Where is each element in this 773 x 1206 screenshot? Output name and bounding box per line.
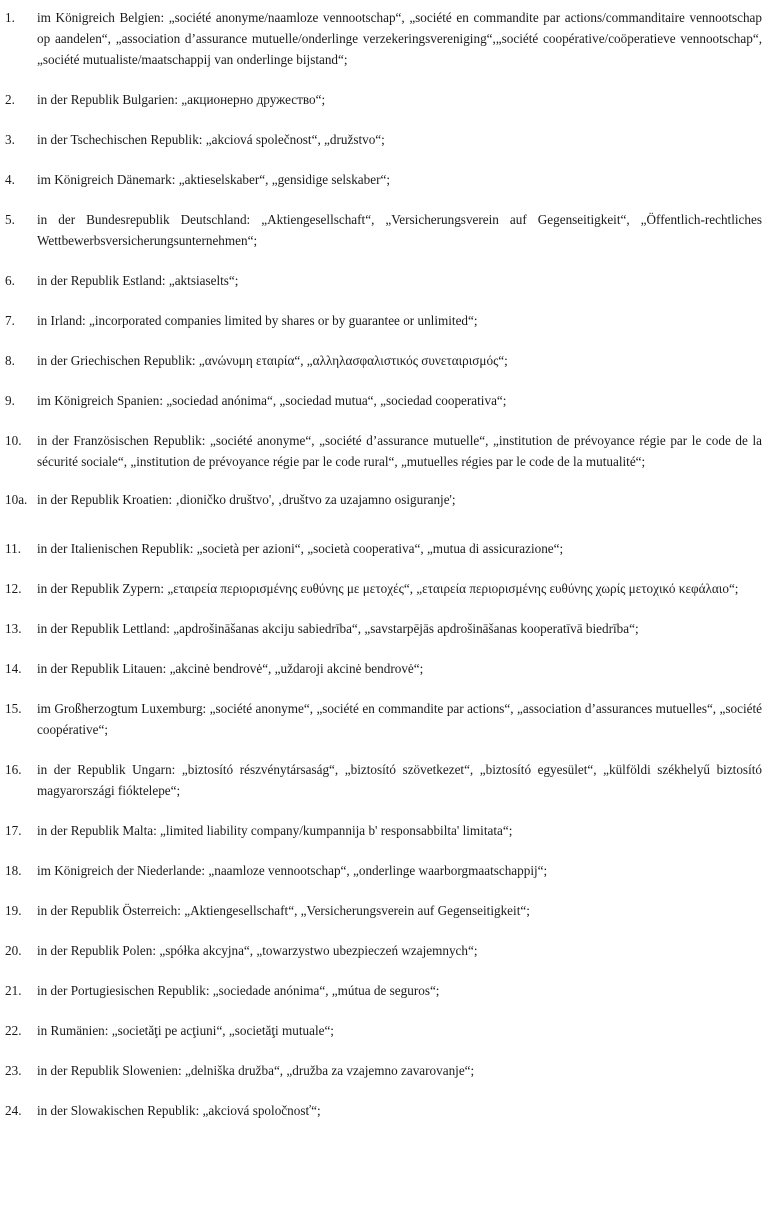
- list-item: [5, 538, 762, 559]
- list-item: [5, 489, 762, 510]
- item-number: 11.: [5, 541, 21, 556]
- item-text: in der Republik Malta: „limited liability company/kumpannija b' responsabbilta' limitata“;: [37, 823, 513, 838]
- item-text: im Großherzogtum Luxemburg: „société anonyme“, „société en commandite par actions“, „association d’assurances mutuelles“, „société coopérative“;: [37, 701, 762, 737]
- list-item: [5, 618, 762, 639]
- item-number: 19.: [5, 903, 22, 918]
- item-text: in der Republik Kroatien: ‚dioničko društvo', ‚društvo za uzajamno osiguranje';: [37, 492, 456, 507]
- list-item: [5, 940, 762, 961]
- item-number: 2.: [5, 92, 15, 107]
- list-item: [5, 350, 762, 371]
- list-item: [5, 89, 762, 110]
- list-item: [5, 759, 762, 801]
- item-number: 7.: [5, 313, 15, 328]
- item-number: 20.: [5, 943, 22, 958]
- list-item: [5, 980, 762, 1001]
- list-item: [5, 860, 762, 881]
- item-text: in der Republik Österreich: „Aktiengesellschaft“, „Versicherungsverein auf Gegenseitigkeit“;: [37, 903, 530, 918]
- list-item: [5, 209, 762, 251]
- item-number: 10.: [5, 433, 22, 448]
- list-item: [5, 578, 762, 599]
- list-item: [5, 390, 762, 411]
- list-item: [5, 820, 762, 841]
- item-number: 16.: [5, 762, 22, 777]
- item-number: 9.: [5, 393, 15, 408]
- list-item: [5, 900, 762, 921]
- item-text: in der Slowakischen Republik: „akciová spoločnosť“;: [37, 1103, 321, 1118]
- list-item: [5, 658, 762, 679]
- item-number: 14.: [5, 661, 22, 676]
- item-text: in der Republik Bulgarien: „акционерно дружество“;: [37, 92, 326, 107]
- item-number: 24.: [5, 1103, 22, 1118]
- item-text: in der Republik Zypern: „εταιρεία περιορισμένης ευθύνης με μετοχές“, „εταιρεία περιορισμένης ευθύνης χωρίς μετοχικό κεφάλαιο“;: [37, 581, 739, 596]
- item-text: in der Republik Estland: „aktsiaselts“;: [37, 273, 239, 288]
- list-item: [5, 7, 762, 70]
- item-number: 6.: [5, 273, 15, 288]
- item-number: 21.: [5, 983, 22, 998]
- item-text: in der Tschechischen Republik: „akciová společnost“, „družstvo“;: [37, 132, 385, 147]
- list-item: [5, 698, 762, 740]
- list-item: [5, 310, 762, 331]
- item-text: im Königreich Spanien: „sociedad anónima“, „sociedad mutua“, „sociedad cooperativa“;: [37, 393, 507, 408]
- list-item: [5, 169, 762, 190]
- list-item: [5, 129, 762, 150]
- item-number: 5.: [5, 212, 15, 227]
- item-number: 23.: [5, 1063, 22, 1078]
- item-text: in Rumänien: „societăţi pe acţiuni“, „societăţi mutuale“;: [37, 1023, 334, 1038]
- item-text: in der Griechischen Republik: „ανώνυμη εταιρία“, „αλληλασφαλιστικός συνεταιρισμός“;: [37, 353, 508, 368]
- item-text: in der Französischen Republik: „société anonyme“, „société d’assurance mutuelle“, „institution de prévoyance régie par le code de la sécurité sociale“, „institution de prévoyance régie par le code rural“, „mutuelles régies par le code de la mutualité“;: [37, 433, 762, 469]
- list-item: [5, 270, 762, 291]
- list-item: [5, 1100, 762, 1121]
- item-number: 12.: [5, 581, 22, 596]
- item-number: 17.: [5, 823, 22, 838]
- item-number: 15.: [5, 701, 22, 716]
- item-text: in der Republik Polen: „spółka akcyjna“, „towarzystwo ubezpieczeń wzajemnych“;: [37, 943, 478, 958]
- item-text: in der Republik Lettland: „apdrošināšanas akciju sabiedrība“, „savstarpējās apdrošināšanas kooperatīvā biedrība“;: [37, 621, 639, 636]
- list-item: [5, 1060, 762, 1081]
- item-text: in der Portugiesischen Republik: „sociedade anónima“, „mútua de seguros“;: [37, 983, 440, 998]
- item-text: in der Republik Litauen: „akcinė bendrovė“, „uždaroji akcinė bendrovė“;: [37, 661, 424, 676]
- item-number: 4.: [5, 172, 15, 187]
- item-number: 13.: [5, 621, 22, 636]
- item-text: in der Republik Ungarn: „biztosító részvénytársaság“, „biztosító szövetkezet“, „biztosító egyesület“, „külföldi székhelyű biztosító magyarországi fióktelepe“;: [37, 762, 762, 798]
- member-state-list: [5, 7, 762, 1121]
- item-text: im Königreich Dänemark: „aktieselskaber“, „gensidige selskaber“;: [37, 172, 390, 187]
- item-text: in der Republik Slowenien: „delniška družba“, „družba za vzajemno zavarovanje“;: [37, 1063, 475, 1078]
- item-number: 18.: [5, 863, 22, 878]
- item-text: im Königreich Belgien: „société anonyme/naamloze vennootschap“, „société en commandite par actions/commanditaire vennootschap op aandelen“, „association d’assurance mutuelle/onderlinge verzekeringsvereniging“,„société coopérative/coöperatieve vennootschap“, „société mutualiste/maatschappij van onderlinge bijstand“;: [37, 10, 762, 67]
- item-text: im Königreich der Niederlande: „naamloze vennootschap“, „onderlinge waarborgmaatschappij“;: [37, 863, 548, 878]
- item-number: 3.: [5, 132, 15, 147]
- item-number: 1.: [5, 10, 15, 25]
- item-text: in Irland: „incorporated companies limited by shares or by guarantee or unlimited“;: [37, 313, 478, 328]
- item-number: 22.: [5, 1023, 22, 1038]
- list-item: [5, 1020, 762, 1041]
- item-number: 10a.: [5, 492, 28, 507]
- list-item: [5, 430, 762, 472]
- item-text: in der Italienischen Republik: „società per azioni“, „società cooperativa“, „mutua di assicurazione“;: [37, 541, 564, 556]
- item-text: in der Bundesrepublik Deutschland: „Aktiengesellschaft“, „Versicherungsverein auf Gegenseitigkeit“, „Öffentlich-rechtliches Wettbewerbsversicherungsunternehmen“;: [37, 212, 762, 248]
- item-number: 8.: [5, 353, 15, 368]
